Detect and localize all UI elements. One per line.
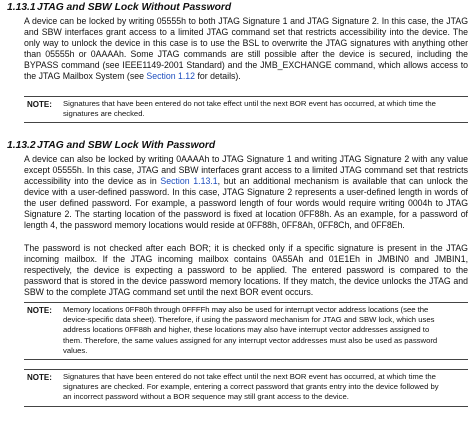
paragraph xyxy=(24,243,468,298)
section-title: JTAG and SBW Lock Without Password xyxy=(37,2,232,13)
note-text: Memory locations 0FF80h through 0FFFFh may also be used for interrupt vector address locations (see the device-specific data sheet). Therefore, if using the password mechanism for JTAG and SBW lock, which uses address locations 0FF88h and higher, these locations may also have interrupt vector addresses assigned to them. Therefore, the same values assigned for any interrupt vector addresses must also be used as password values. xyxy=(63,305,438,355)
section-link[interactable]: Section 1.12 xyxy=(146,71,196,82)
section-number: 1.13.2 xyxy=(7,140,36,151)
section-number: 1.13.1 xyxy=(7,2,36,13)
paragraph-text: A device can be locked by writing 05555h to both JTAG Signature 1 and JTAG Signature 2. In this case, the JTAG and SBW interfaces grant access to a limited JTAG command set that restricts accessibility into the device. The only way to unlock the device in this case is to use the BSL to overwrite the JTAG signatures with anything other than 05555h or 0AAAAh. Some JTAG commands are still possible after the device is secured, including the BYPASS command (see IEEE1149-2001 Standard) and the JMB_EXCHANGE command, which allows access to the JTAG Mailbox System (see xyxy=(24,16,468,82)
note-bottom-rule xyxy=(24,406,468,407)
paragraph-text: The password is not checked after each BOR; it is checked only if a specific signature is present in the JTAG incoming mailbox. If the JTAG incoming mailbox contains 0A55Ah and 01E1Eh in JMBIN0 and JMBIN1, respectively, the device is expecting a password to be applied. The entered password is compared to the password that is stored in the device password memory locations. If they match, the device unlocks the JTAG and SBW to the complete JTAG command set until the next BOR event occurs. xyxy=(24,243,468,298)
paragraph-text: for details). xyxy=(195,71,241,82)
note-label: NOTE: xyxy=(27,306,52,315)
note-text: Signatures that have been entered do not take effect until the next BOR event has occurred, at which time the signatures are checked. xyxy=(63,99,436,119)
section-heading xyxy=(7,140,215,151)
section-link[interactable]: Section 1.13.1 xyxy=(160,176,218,187)
section-heading xyxy=(7,2,231,13)
paragraph xyxy=(24,154,468,231)
section-title: JTAG and SBW Lock With Password xyxy=(37,140,216,151)
note-bottom-rule xyxy=(24,359,468,360)
note-bottom-rule xyxy=(24,122,468,123)
paragraph-text: A device can also be locked by writing 0AAAAh to JTAG Signature 1 and writing JTAG Signature 2 with any value except 05555h. In this case, JTAG and SBW interfaces grant access to a limited JTAG command set that restricts accessibility into the device as in xyxy=(24,154,468,187)
paragraph xyxy=(24,16,468,82)
note-text: Signatures that have been entered do not take effect until the next BOR event has occurred, at which time the signatures are checked. For example, entering a correct password that grants entry into the device followed by an incorrect password without a BOR sequence may still grant access to the device. xyxy=(63,372,439,402)
note-label: NOTE: xyxy=(27,100,52,109)
note-box xyxy=(24,302,468,360)
paragraph-text: , but an additional mechanism is available that can unlock the device with a user-defined password. In this case, JTAG Signature 2 represents a user-defined length in words of the user defined password. For example, a password length of four words would require writing 0004h to JTAG Signature 2. The starting location of the password is fixed at location 0FF88h. As an example, for a password of length 4, the password memory locations would reside at 0FF88h, 0FF8Ah, 0FF8Ch, and 0FF8Eh. xyxy=(24,176,468,231)
note-label: NOTE: xyxy=(27,373,52,382)
note-box xyxy=(24,96,468,123)
note-box xyxy=(24,369,468,407)
